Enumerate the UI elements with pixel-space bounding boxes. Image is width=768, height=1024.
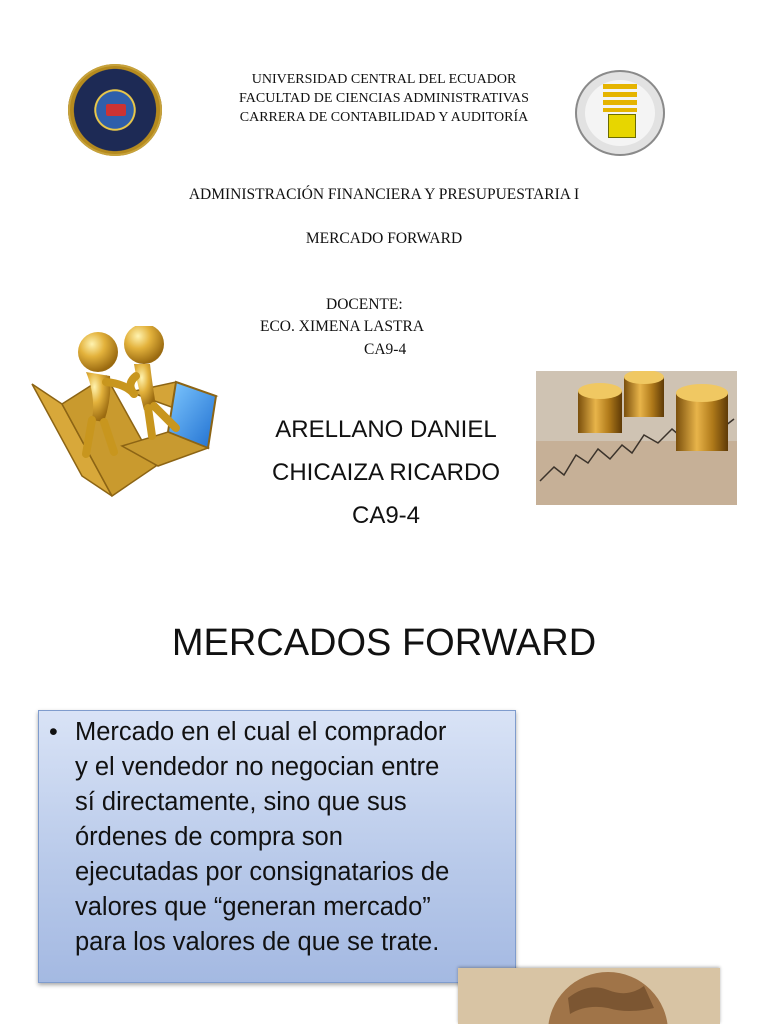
slide-title: MERCADOS FORWARD	[171, 622, 597, 664]
teacher-course-code: CA9-4	[364, 341, 407, 358]
course-title: ADMINISTRACIÓN FINANCIERA Y PRESUPUESTARIA I	[188, 186, 580, 203]
bullet-icon: •	[49, 718, 58, 746]
bullet-line: ejecutadas por consignatarios de	[75, 858, 450, 886]
globe-photo	[458, 968, 720, 1024]
bullet-line: para los valores de que se trate.	[75, 928, 440, 956]
gold-coins-chart-photo	[536, 371, 737, 505]
bullet-text	[75, 715, 449, 960]
faculty-seal-logo	[575, 70, 665, 156]
bullet-line: Mercado en el cual el comprador	[75, 718, 447, 746]
student-name-2: CHICAIZA RICARDO	[271, 459, 501, 486]
coin-stack-1	[578, 383, 622, 433]
bullet-item	[49, 715, 503, 960]
university-seal-logo	[68, 64, 162, 156]
university-name: UNIVERSIDAD CENTRAL DEL ECUADOR	[251, 72, 517, 87]
teacher-name: ECO. XIMENA LASTRA	[260, 318, 425, 335]
bullet-line: valores que “generan mercado”	[75, 893, 431, 921]
bullet-line: y el vendedor no negocian entre	[75, 753, 440, 781]
students-block	[246, 408, 526, 537]
faculty-name: FACULTAD DE CIENCIAS ADMINISTRATIVAS	[239, 91, 529, 106]
bullet-line: sí directamente, sino que sus	[75, 788, 407, 816]
teacher-label: DOCENTE:	[326, 296, 403, 313]
definition-box	[38, 710, 516, 983]
coin-stack-2	[624, 371, 664, 417]
coin-stack-3	[676, 384, 728, 451]
career-name: CARRERA DE CONTABILIDAD Y AUDITORÍA	[239, 110, 529, 125]
handshake-laptops-clipart	[26, 326, 220, 502]
student-name-1: ARELLANO DANIEL	[275, 416, 497, 443]
bullet-line: órdenes de compra son	[75, 823, 343, 851]
subject-title: MERCADO FORWARD	[305, 230, 463, 247]
institution-header	[180, 70, 588, 127]
student-course-code: CA9-4	[351, 502, 421, 529]
